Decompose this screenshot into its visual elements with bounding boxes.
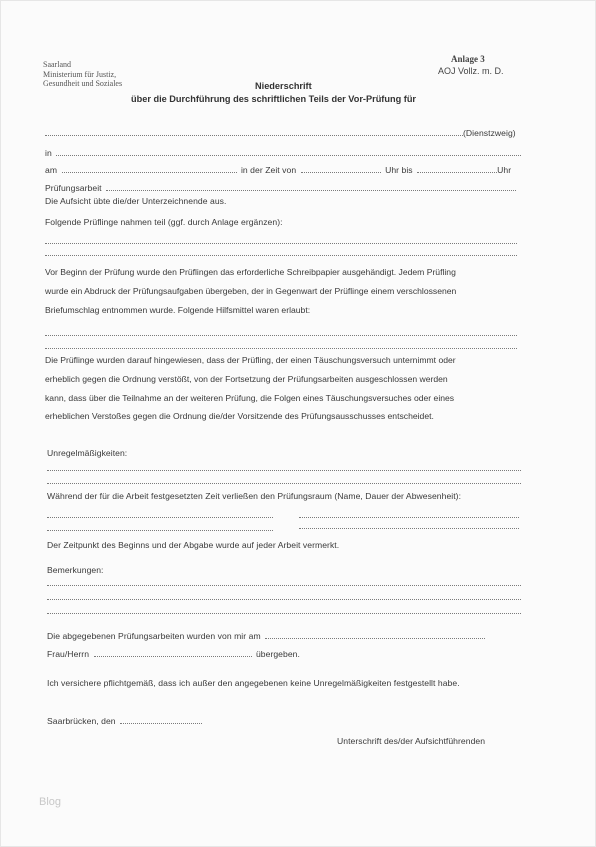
exam-paper-field[interactable] (45, 178, 516, 196)
para2-line4: erheblichen Verstoßes gegen die Ordnung die/der Vorsitzende des Prüfungsausschusses entscheidet. (45, 411, 434, 422)
exam-paper-label: Prüfungsarbeit (45, 183, 102, 193)
ministry-line-2: Gesundheit und Soziales (43, 79, 123, 88)
place-date-label: Saarbrücken, den (47, 716, 116, 726)
paragraph-instructions (45, 351, 545, 426)
document-subtitle: über die Durchführung des schriftlichen Teils der Vor-Prüfung für (131, 94, 417, 104)
uhr-label: Uhr (497, 165, 512, 175)
watermark: Blog (39, 796, 62, 808)
remarks-blank-3[interactable] (47, 601, 521, 619)
date-time-field[interactable] (45, 160, 511, 178)
participants-blank-2[interactable] (45, 243, 517, 261)
absence-blank-left-2[interactable] (47, 518, 273, 536)
ministry-block (43, 60, 122, 89)
irregularities-label: Unregelmäßigkeiten: (47, 448, 128, 458)
supervision-statement: Die Aufsicht übte die/der Unterzeichnende aus. (45, 196, 227, 206)
remarks-label: Bemerkungen: (47, 565, 104, 575)
time-to-blank[interactable] (417, 164, 497, 173)
annex-label: Anlage 3 (451, 54, 485, 64)
recipient-line[interactable] (47, 644, 300, 662)
recipient-blank[interactable] (94, 648, 252, 657)
uhr-bis-label: Uhr bis (385, 165, 413, 175)
para1-line2: wurde ein Abdruck der Prüfungsaufgaben übergeben, der in Gegenwart der Prüflinge einem verschlossenen (45, 285, 457, 296)
time-note: Der Zeitpunkt des Beginns und der Abgabe wurde auf jeder Arbeit vermerkt. (47, 540, 340, 550)
date-blank[interactable] (62, 164, 237, 173)
location-blank[interactable] (56, 147, 521, 156)
irregularities-blank-2[interactable] (47, 471, 521, 489)
handover-date-blank[interactable] (265, 630, 485, 639)
participants-label: Folgende Prüflinge nahmen teil (ggf. durch Anlage ergänzen): (45, 217, 283, 227)
document-title: Niederschrift (255, 81, 312, 91)
dienstzweig-blank[interactable] (45, 127, 463, 136)
para1-line3: Briefumschlag entnommen wurde. Folgende Hilfsmittel waren erlaubt: (45, 304, 311, 315)
absence-label: Während der für die Arbeit festgesetzten Zeit verließen den Prüfungsraum (Name, Dauer der Abwesenheit): (47, 491, 462, 501)
regulation-label: AOJ Vollz. m. D. (438, 66, 504, 76)
place-date-line[interactable] (47, 711, 202, 729)
exam-paper-blank[interactable] (106, 182, 516, 191)
state-name: Saarland (43, 60, 71, 69)
para2-line2: erheblich gegen die Ordnung verstößt, von der Fortsetzung der Prüfungsarbeiten ausgeschlossen werden (45, 373, 448, 384)
time-from-label: in der Zeit von (240, 165, 297, 175)
time-from-blank[interactable] (301, 164, 381, 173)
ministry-line-1: Ministerium für Justiz, (43, 69, 117, 79)
handed-over-label: übergeben. (255, 649, 300, 659)
in-label: in (45, 148, 52, 158)
para2-line1: Die Prüflinge wurden darauf hingewiesen, dass der Prüfling, der einen Täuschungsversuch unternimmt oder (45, 355, 456, 365)
handover-label: Die abgegebenen Prüfungsarbeiten wurden von mir am (47, 631, 261, 641)
handover-line[interactable] (47, 626, 485, 644)
absence-blank-right-2[interactable] (299, 516, 519, 534)
recipient-label: Frau/Herrn (47, 649, 90, 659)
assurance-statement: Ich versichere pflichtgemäß, dass ich außer den angegebenen keine Unregelmäßigkeiten festgestellt habe. (47, 678, 460, 688)
am-label: am (45, 165, 58, 175)
para2-line3: kann, dass über die Teilnahme an der weiteren Prüfung, die Folgen eines Täuschungsversuches oder eines (45, 392, 455, 403)
location-field[interactable] (45, 143, 521, 161)
dienstzweig-label: (Dienstzweig) (463, 128, 516, 138)
dienstzweig-field[interactable] (45, 123, 516, 141)
signature-label: Unterschrift des/der Aufsichtführenden (337, 736, 486, 746)
para1-line1: Vor Beginn der Prüfung wurde den Prüflingen das erforderliche Schreibpapier ausgehändigt. Jedem Prüfling (45, 267, 456, 277)
paragraph-distribution (45, 263, 545, 319)
place-date-blank[interactable] (120, 715, 202, 724)
